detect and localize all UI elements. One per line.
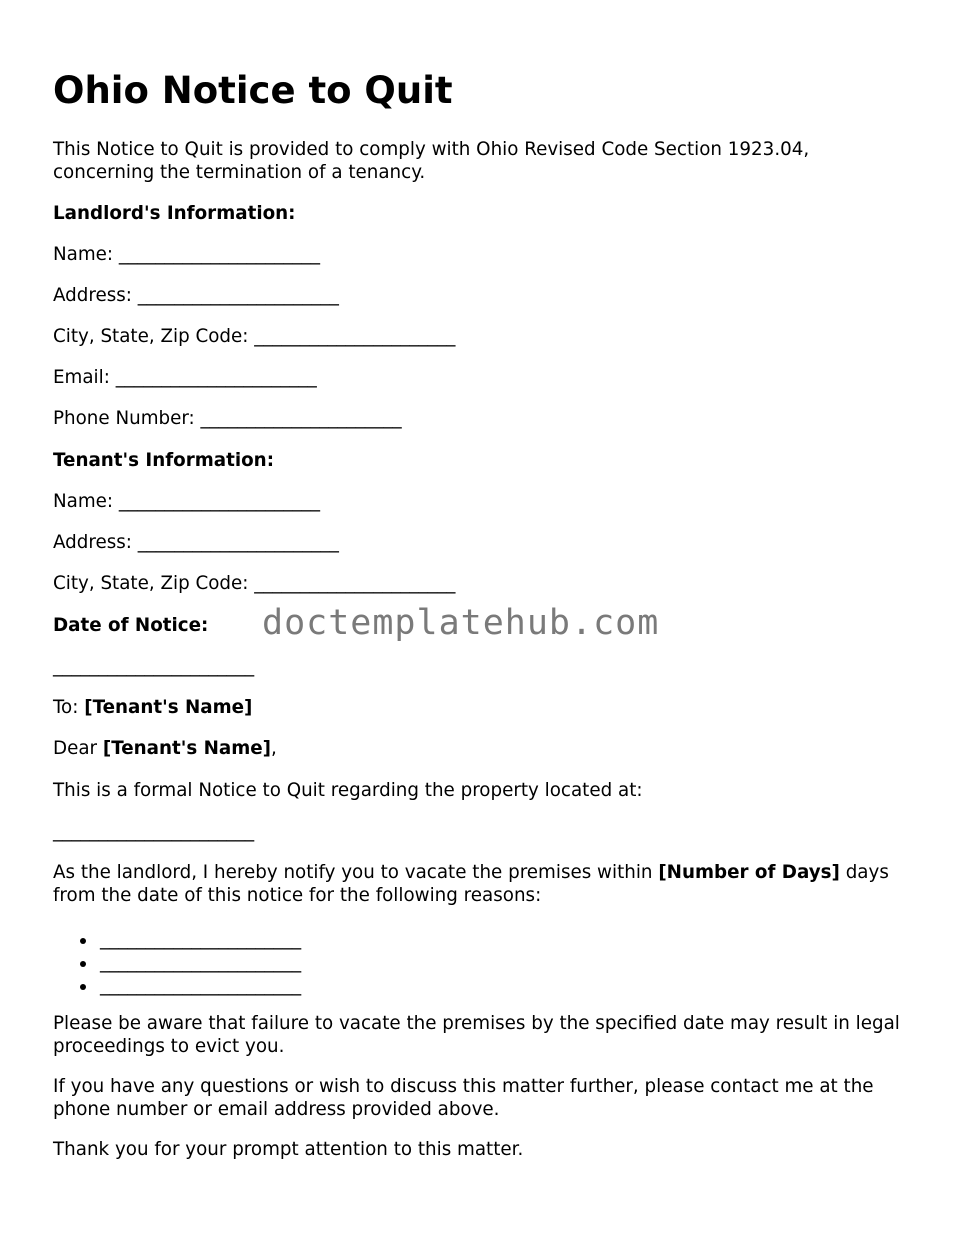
tenant-city-field: City, State, Zip Code: ______________________ [53, 573, 456, 594]
reason-blank: ______________________ [100, 975, 302, 996]
landlord-heading: Landlord's Information: [53, 203, 296, 224]
reasons-list [53, 928, 301, 997]
landlord-address-field: Address: ______________________ [53, 285, 339, 306]
property-intro: This is a formal Notice to Quit regarding the property located at: [53, 780, 643, 801]
vacate-days: [Number of Days] [658, 862, 840, 883]
tenant-heading: Tenant's Information: [53, 450, 275, 471]
to-line [53, 696, 252, 719]
reason-blank: ______________________ [100, 929, 302, 950]
to-prefix: To: [53, 697, 85, 718]
date-heading: Date of Notice: [53, 615, 209, 636]
date-blank: ______________________ [53, 656, 255, 677]
dear-suffix: , [271, 738, 277, 759]
salutation-line [53, 737, 277, 760]
landlord-email-field: Email: ______________________ [53, 367, 317, 388]
reason-blank: ______________________ [100, 952, 302, 973]
tenant-name-field: Name: ______________________ [53, 491, 320, 512]
reason-item [53, 951, 301, 974]
bullet-icon [80, 984, 86, 990]
thanks-line: Thank you for your prompt attention to this matter. [53, 1139, 524, 1160]
bullet-icon [80, 961, 86, 967]
contact-paragraph: If you have any questions or wish to discuss this matter further, please contact me at the phone number or email address provided above. [53, 1076, 874, 1120]
warning-paragraph: Please be aware that failure to vacate the premises by the specified date may result in legal proceedings to evict you. [53, 1013, 900, 1057]
reason-item [53, 974, 301, 997]
dear-prefix: Dear [53, 738, 103, 759]
landlord-city-field: City, State, Zip Code: ______________________ [53, 326, 456, 347]
vacate-prefix: As the landlord, I hereby notify you to vacate the premises within [53, 862, 659, 883]
intro-paragraph: This Notice to Quit is provided to comply with Ohio Revised Code Section 1923.04, concerning the termination of a tenancy. [53, 139, 810, 183]
reason-item [53, 928, 301, 951]
to-tenant-name: [Tenant's Name] [84, 697, 253, 718]
document-title: Ohio Notice to Quit [53, 69, 453, 112]
tenant-address-field: Address: ______________________ [53, 532, 339, 553]
vacate-suffix: days from the date of this notice for the following reasons: [53, 862, 889, 906]
vacate-paragraph [53, 861, 903, 907]
property-blank: ______________________ [53, 821, 255, 842]
bullet-icon [80, 938, 86, 944]
watermark-text: doctemplatehub.com [262, 603, 660, 643]
dear-tenant-name: [Tenant's Name] [102, 738, 272, 759]
landlord-name-field: Name: ______________________ [53, 244, 320, 265]
landlord-phone-field: Phone Number: ______________________ [53, 408, 402, 429]
